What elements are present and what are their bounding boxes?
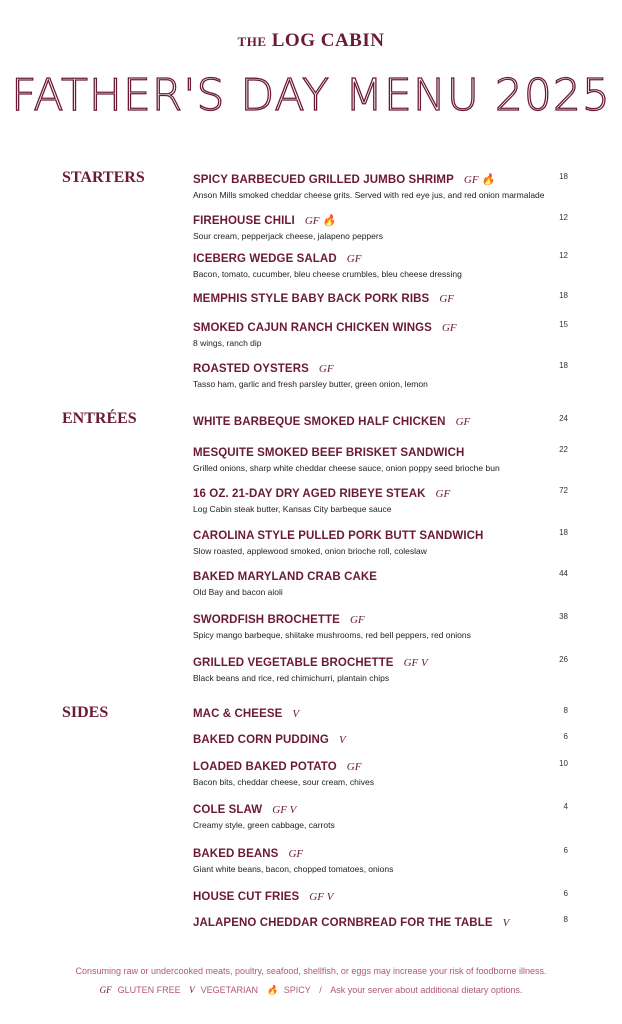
item-price: 72: [559, 486, 568, 495]
legend-separator: /: [319, 985, 322, 995]
item-price: 6: [563, 846, 568, 855]
item-name: HOUSE CUT FRIES: [193, 891, 300, 903]
item-tags: GF 🔥: [304, 215, 336, 227]
menu-item: [193, 567, 568, 597]
item-price: 6: [563, 732, 568, 741]
item-name: SWORDFISH BROCHETTE: [193, 614, 340, 626]
menu-item: [193, 359, 568, 389]
item-price: 12: [559, 251, 568, 260]
item-description: 8 wings, ranch dip: [193, 338, 262, 348]
item-price: 15: [559, 320, 568, 329]
item-price: 18: [559, 361, 568, 370]
disclaimer: Consuming raw or undercooked meats, poultry, seafood, shellfish, or eggs may increase your risk of foodborne illness.: [75, 966, 547, 976]
item-tags: GF: [346, 761, 362, 773]
item-name: MEMPHIS STYLE BABY BACK PORK RIBS: [193, 293, 430, 305]
item-price: 4: [563, 802, 568, 811]
item-tags: GF: [455, 416, 471, 428]
item-tags: GF V: [309, 891, 334, 903]
item-tags: GF V: [403, 657, 428, 669]
item-name: JALAPENO CHEDDAR CORNBREAD FOR THE TABLE: [193, 917, 493, 929]
item-tags: GF: [288, 848, 304, 860]
item-price: 10: [559, 759, 568, 768]
item-description: Spicy mango barbeque, shiitake mushrooms, red bell peppers, red onions: [193, 630, 471, 640]
spicy-label: SPICY: [283, 985, 311, 995]
item-name: BAKED BEANS: [193, 848, 279, 860]
item-description: Old Bay and bacon aioli: [193, 587, 283, 597]
item-name: COLE SLAW: [193, 804, 263, 816]
menu-item: [193, 170, 568, 200]
section-label-entrees: ENTRÉES: [62, 410, 137, 427]
item-price: 24: [559, 414, 568, 423]
menu-item: [193, 800, 568, 830]
menu-item: [193, 211, 568, 241]
menu-item: [193, 913, 568, 931]
gluten-free-label: GLUTEN FREE: [117, 985, 181, 995]
menu-item: [193, 526, 568, 556]
menu-item: [193, 757, 568, 787]
menu-item: [193, 730, 568, 748]
section-label-starters: STARTERS: [62, 169, 145, 186]
brand-name: LOG CABIN: [271, 30, 385, 51]
item-name: WHITE BARBEQUE SMOKED HALF CHICKEN: [193, 416, 446, 428]
item-tags: GF: [441, 322, 457, 334]
item-price: 44: [559, 569, 568, 578]
item-tags: GF: [349, 614, 365, 626]
item-tags: GF V: [272, 804, 297, 816]
item-name: CAROLINA STYLE PULLED PORK BUTT SANDWICH: [193, 530, 484, 542]
item-price: 26: [559, 655, 568, 664]
vegetarian-label: VEGETARIAN: [200, 985, 258, 995]
item-name: LOADED BAKED POTATO: [193, 761, 337, 773]
gluten-free-icon: GF: [99, 985, 112, 995]
item-description: Creamy style, green cabbage, carrots: [193, 820, 335, 830]
menu-item: [193, 249, 568, 279]
item-tags: GF: [439, 293, 454, 305]
menu-item: [193, 610, 568, 640]
item-price: 18: [559, 172, 568, 181]
item-name: 16 OZ. 21-DAY DRY AGED RIBEYE STEAK: [193, 488, 426, 500]
item-price: 38: [559, 612, 568, 621]
item-description: Log Cabin steak butter, Kansas City barbeque sauce: [193, 504, 392, 514]
menu-item: [193, 318, 568, 348]
item-name: BAKED MARYLAND CRAB CAKE: [193, 571, 378, 583]
item-tags: GF 🔥: [463, 174, 495, 186]
brand-the: THE: [237, 34, 267, 49]
dietary-options-note: Ask your server about additional dietary options.: [330, 985, 523, 995]
item-description: Black beans and rice, red chimichurri, plantain chips: [193, 673, 390, 683]
item-description: Bacon bits, cheddar cheese, sour cream, chives: [193, 777, 374, 787]
item-price: 12: [559, 213, 568, 222]
item-description: Anson Mills smoked cheddar cheese grits. Served with red eye jus, and red onion marmalade: [193, 190, 545, 200]
item-name: MESQUITE SMOKED BEEF BRISKET SANDWICH: [193, 447, 465, 459]
item-tags: V: [502, 917, 510, 929]
item-price: 6: [563, 889, 568, 898]
menu-item: [193, 289, 568, 307]
menu-item: [193, 844, 568, 874]
item-name: ROASTED OYSTERS: [193, 363, 309, 375]
vegetarian-icon: V: [189, 985, 195, 995]
brand-logo: [0, 30, 622, 52]
item-description: Tasso ham, garlic and fresh parsley butter, green onion, lemon: [193, 379, 428, 389]
item-description: Bacon, tomato, cucumber, bleu cheese crumbles, bleu cheese dressing: [193, 269, 462, 279]
item-description: Giant white beans, bacon, chopped tomatoes, onions: [193, 864, 394, 874]
item-name: SPICY BARBECUED GRILLED JUMBO SHRIMP: [193, 174, 454, 186]
item-price: 8: [563, 915, 568, 924]
item-price: 8: [563, 706, 568, 715]
item-tags: V: [338, 734, 346, 746]
item-tags: GF: [346, 253, 362, 265]
item-name: ICEBERG WEDGE SALAD: [193, 253, 337, 265]
page-title: FATHER'S DAY MENU 2025: [11, 70, 611, 121]
menu-item: [193, 887, 568, 905]
dietary-legend: [0, 985, 622, 996]
item-tags: GF: [435, 488, 451, 500]
item-name: FIREHOUSE CHILI: [193, 215, 295, 227]
menu-item: [193, 443, 568, 473]
spicy-icon: 🔥: [266, 985, 278, 995]
menu-item: [193, 484, 568, 514]
item-tags: GF: [318, 363, 334, 375]
item-name: BAKED CORN PUDDING: [193, 734, 329, 746]
item-price: 18: [559, 291, 568, 300]
item-description: Slow roasted, applewood smoked, onion brioche roll, coleslaw: [193, 546, 427, 556]
item-description: Grilled onions, sharp white cheddar cheese sauce, onion poppy seed brioche bun: [193, 463, 500, 473]
item-name: MAC & CHEESE: [193, 708, 283, 720]
item-name: SMOKED CAJUN RANCH CHICKEN WINGS: [193, 322, 432, 334]
item-tags: V: [292, 708, 300, 720]
section-label-sides: SIDES: [62, 704, 109, 721]
item-price: 18: [559, 528, 568, 537]
item-name: GRILLED VEGETABLE BROCHETTE: [193, 657, 394, 669]
menu-item: [193, 412, 568, 430]
menu-item: [193, 653, 568, 683]
item-price: 22: [559, 445, 568, 454]
item-description: Sour cream, pepperjack cheese, jalapeno peppers: [193, 231, 383, 241]
menu-item: [193, 704, 568, 722]
